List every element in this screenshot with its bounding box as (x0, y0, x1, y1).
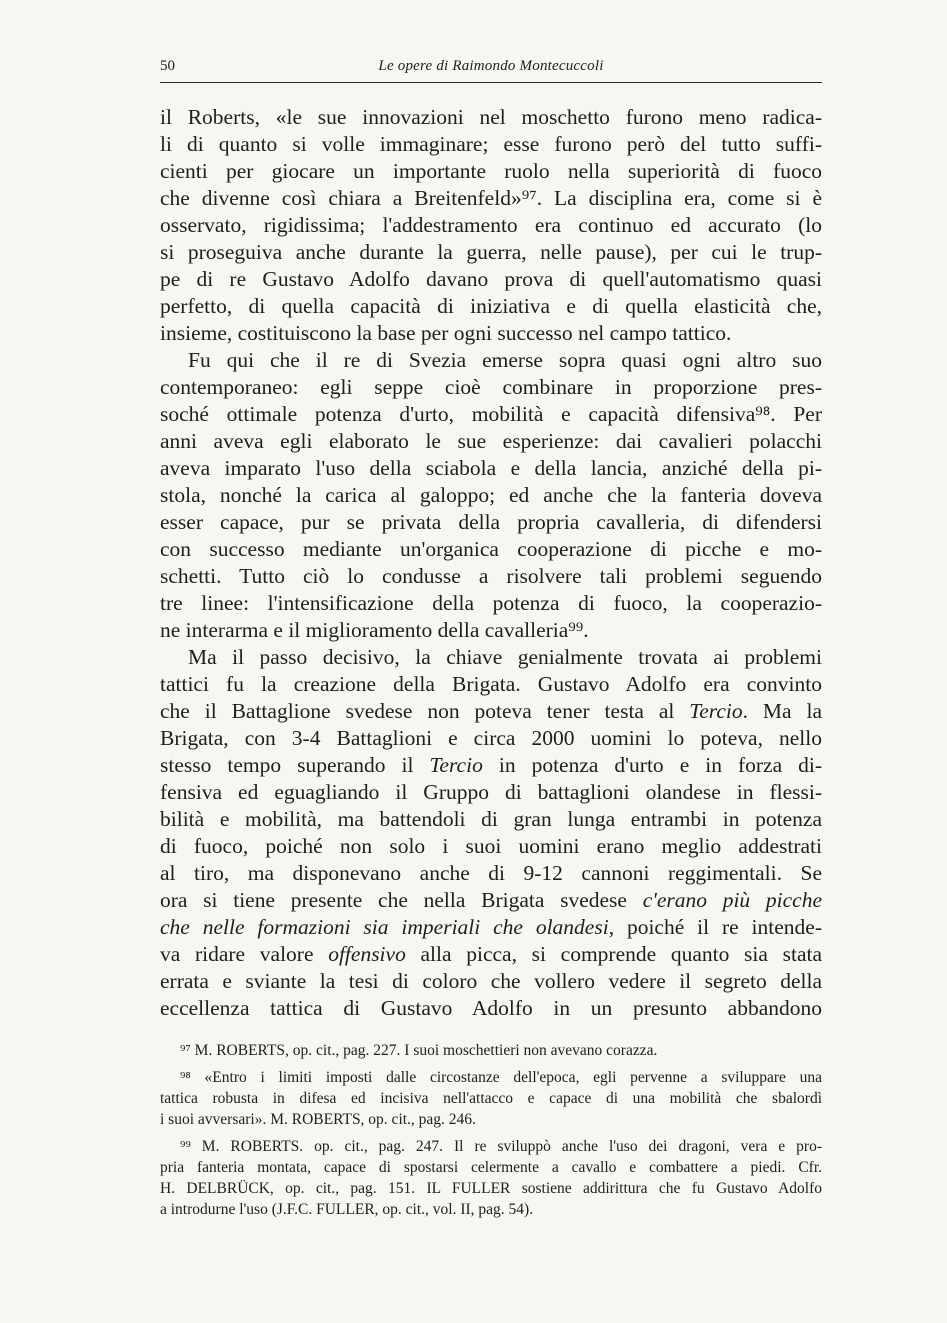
italic-emphasis: che nelle formazioni sia imperiali che olandesi (160, 915, 609, 939)
italic-emphasis: offensivo (328, 942, 406, 966)
body-line: anni aveva egli elaborato le sue esperienze: dai cavalieri polacchi (160, 429, 822, 453)
body-text-segment: stesso tempo superando il (160, 753, 414, 777)
running-header (160, 58, 822, 83)
italic-emphasis: c'erano più picche (642, 888, 822, 912)
body-line: errata e sviante la tesi di coloro che vollero vedere il segreto della (160, 969, 822, 993)
body-line: insieme, costituiscono la base per ogni successo nel campo tattico. (160, 321, 732, 345)
footnote-98: ⁹⁸ «Entro i limiti imposti dalle circostanze dell'epoca, egli pervenne a sviluppare una (180, 1069, 822, 1086)
footnote-99: ⁹⁹ M. ROBERTS. op. cit., pag. 247. Il re sviluppò anche l'uso dei dragoni, vera e pro- (180, 1138, 822, 1155)
footnote-line: pria fanteria montata, capace di spostarsi celermente a cavallo e combattere a piedi. Cfr. (160, 1159, 822, 1176)
body-text-segment: . Ma la (742, 699, 822, 723)
body-line: schetti. Tutto ciò lo condusse a risolvere tali problemi seguendo (160, 564, 822, 588)
body-line (160, 698, 822, 725)
footnote-line: i suoi avversari». M. ROBERTS, op. cit., pag. 246. (160, 1111, 476, 1128)
body-line: perfetto, di quella capacità di iniziativa e di quella elasticità che, (160, 294, 822, 318)
footnote-line: tattica robusta in difesa ed incisiva nell'attacco e capace di una mobilità che sbalordì (160, 1090, 822, 1107)
body-text (160, 104, 822, 1022)
body-line: eccellenza tattica di Gustavo Adolfo in un presunto abbandono (160, 996, 822, 1020)
footnote-97: ⁹⁷ M. ROBERTS, op. cit., pag. 227. I suoi moschettieri non avevano corazza. (180, 1042, 658, 1059)
body-text-segment: ora si tiene presente che nella Brigata svedese (160, 888, 627, 912)
italic-term: Tercio (689, 699, 743, 723)
body-line: il Roberts, «le sue innovazioni nel moschetto furono meno radica- (160, 105, 822, 129)
body-line: soché ottimale potenza d'urto, mobilità e capacità difensiva⁹⁸. Per (160, 402, 822, 426)
body-line (160, 914, 822, 941)
body-line: tattici fu la creazione della Brigata. Gustavo Adolfo era convinto (160, 672, 822, 696)
body-line (160, 941, 822, 968)
footnotes (160, 1040, 822, 1220)
footnote-line: H. DELBRÜCK, op. cit., pag. 151. IL FULLER sostiene addirittura che fu Gustavo Adolfo (160, 1180, 822, 1197)
body-line: Ma il passo decisivo, la chiave genialmente trovata ai problemi (188, 645, 822, 669)
body-text-segment: , poiché il re intende- (608, 915, 822, 939)
body-line (160, 887, 822, 914)
body-line: cienti per giocare un importante ruolo nella superiorità di fuoco (160, 159, 822, 183)
body-line: fensiva ed eguagliando il Gruppo di battaglioni olandese in flessi- (160, 780, 822, 804)
body-line: contemporaneo: egli seppe cioè combinare in proporzione pres- (160, 375, 822, 399)
body-text-segment: in potenza d'urto e in forza di- (498, 753, 823, 777)
body-line: li di quanto si volle immaginare; esse furono però del tutto suffi- (160, 132, 822, 156)
body-text-segment: alla picca, si comprende quanto sia stata (420, 942, 823, 966)
body-line: di fuoco, poiché non solo i suoi uomini erano meglio addestrati (160, 834, 822, 858)
page-number: 50 (160, 58, 175, 74)
body-text-segment: va ridare valore (160, 942, 314, 966)
body-line: aveva imparato l'uso della sciabola e della lancia, anziché della pi- (160, 456, 822, 480)
body-line: si proseguiva anche durante la guerra, nelle pause), per cui le trup- (160, 240, 822, 264)
body-line: esser capace, pur se privata della propria cavalleria, di difendersi (160, 510, 822, 534)
italic-term: Tercio (429, 753, 483, 777)
running-title: Le opere di Raimondo Montecuccoli (378, 58, 604, 74)
body-line: osservato, rigidissima; l'addestramento era continuo ed accurato (lo (160, 213, 822, 237)
body-line: ne interarma e il miglioramento della cavalleria⁹⁹. (160, 618, 589, 642)
body-line: pe di re Gustavo Adolfo davano prova di quell'automatismo quasi (160, 267, 822, 291)
body-line: stola, nonché la carica al galoppo; ed anche che la fanteria doveva (160, 483, 822, 507)
body-line: con successo mediante un'organica cooperazione di picche e mo- (160, 537, 822, 561)
body-line: Brigata, con 3-4 Battaglioni e circa 2000 uomini lo poteva, nello (160, 726, 822, 750)
body-line: che divenne così chiara a Breitenfeld»⁹⁷. La disciplina era, come si è (160, 186, 822, 210)
body-text-segment: che il Battaglione svedese non poteva tener testa al (160, 699, 675, 723)
body-line: al tiro, ma disponevano anche di 9-12 cannoni reggimentali. Se (160, 861, 822, 885)
body-line (160, 752, 822, 779)
body-line: bilità e mobilità, ma battendoli di gran lunga entrambi in potenza (160, 807, 822, 831)
body-line: Fu qui che il re di Svezia emerse sopra quasi ogni altro suo (188, 348, 822, 372)
footnote-line: a introdurne l'uso (J.F.C. FULLER, op. cit., vol. II, pag. 54). (160, 1201, 534, 1218)
body-line: tre linee: l'intensificazione della potenza di fuoco, la cooperazio- (160, 591, 822, 615)
